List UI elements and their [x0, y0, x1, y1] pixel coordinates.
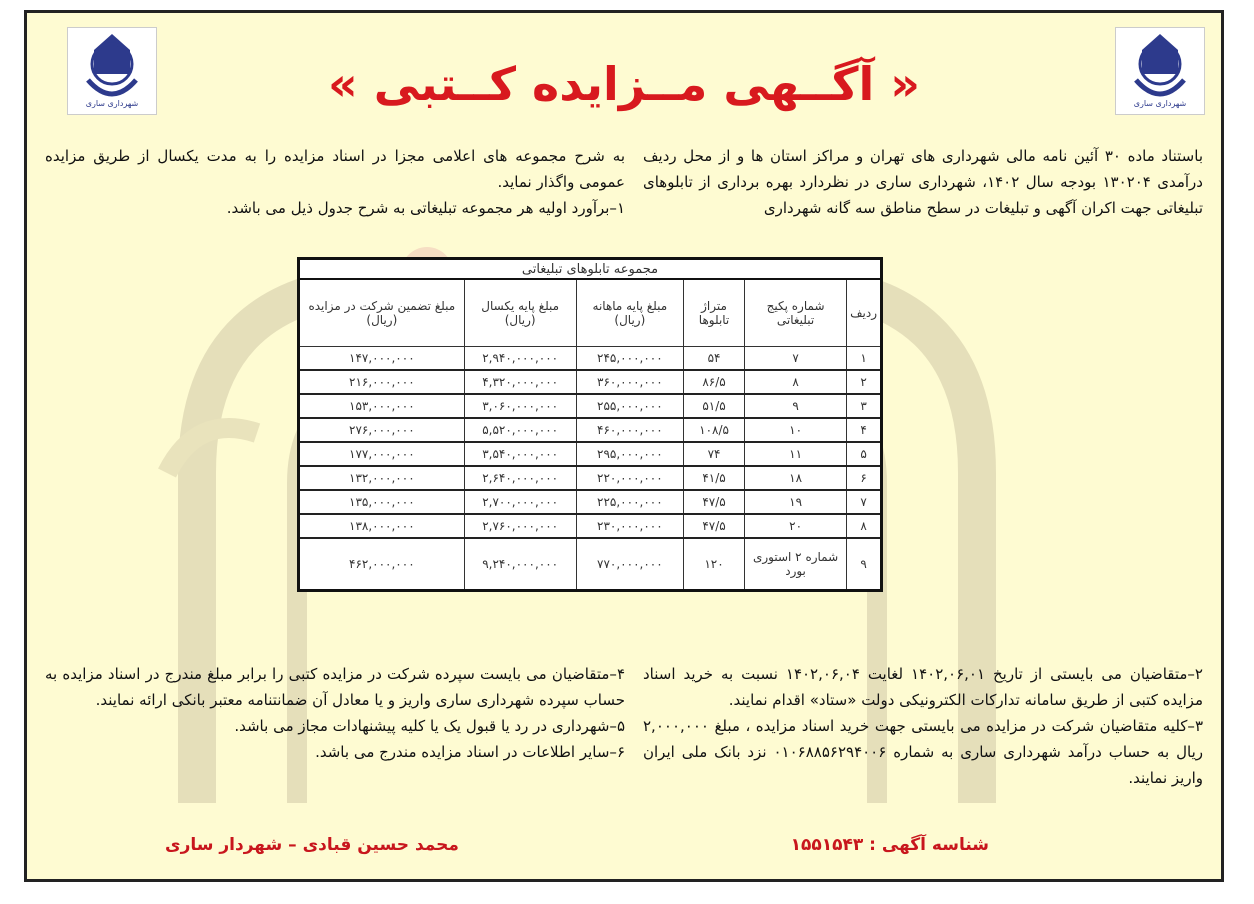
table-cell: ۱۸ [745, 466, 847, 490]
table-cell: ۲۳۰,۰۰۰,۰۰۰ [576, 514, 683, 538]
table-cell: ۱ [847, 347, 882, 371]
table-cell: ۲۱۶,۰۰۰,۰۰۰ [299, 370, 465, 394]
table-cell: ۷۴ [684, 442, 745, 466]
table-cell: ۱۰۸/۵ [684, 418, 745, 442]
ad-id: شناسه آگهی : ۱۵۵۱۵۴۳ [790, 835, 989, 855]
table-cell: ۳ [847, 394, 882, 418]
table-row [299, 514, 882, 538]
table-cell: ۴ [847, 418, 882, 442]
item-4: ۴–متقاضیان می بایست سپرده شرکت در مزایده کتبی را برابر مبلغ مندرج در اسناد مزایده به حساب سپرده شهرداری ساری واریز و یا معادل آن ضمانتنامه معتبر بانکی ارائه نمایند. [45, 665, 625, 709]
table-cell: ۸ [745, 370, 847, 394]
signature: محمد حسین قبادی – شهردار ساری [165, 835, 459, 855]
table-cell: ۱۵۳,۰۰۰,۰۰۰ [299, 394, 465, 418]
table-cell: ۳,۵۴۰,۰۰۰,۰۰۰ [464, 442, 576, 466]
table-row [299, 490, 882, 514]
table-cell: ۱۷۷,۰۰۰,۰۰۰ [299, 442, 465, 466]
svg-text:شهرداری ساری: شهرداری ساری [85, 99, 139, 108]
column-header: مبلغ تضمین شرکت در مزایده (ریال) [299, 279, 465, 347]
table-row [299, 418, 882, 442]
table-row [299, 370, 882, 394]
table-cell: ۴۶۰,۰۰۰,۰۰۰ [576, 418, 683, 442]
table-cell: ۲۴۵,۰۰۰,۰۰۰ [576, 347, 683, 371]
intro-continuation: به شرح مجموعه های اعلامی مجزا در اسناد مزایده را به مدت یکسال از طریق مزایده عمومی واگذار نماید. [45, 147, 625, 191]
table-cell: ۲۲۰,۰۰۰,۰۰۰ [576, 466, 683, 490]
svg-text:شهرداری ساری: شهرداری ساری [1133, 99, 1187, 108]
table-caption: مجموعه تابلوهای تبلیغاتی [299, 259, 882, 280]
table-cell: ۲۰ [745, 514, 847, 538]
table-cell: ۴۱/۵ [684, 466, 745, 490]
table-cell: ۶ [847, 466, 882, 490]
table-cell: ۵,۵۲۰,۰۰۰,۰۰۰ [464, 418, 576, 442]
table-cell: ۲,۹۴۰,۰۰۰,۰۰۰ [464, 347, 576, 371]
table-cell: ۷ [847, 490, 882, 514]
table-cell: ۴۷/۵ [684, 490, 745, 514]
table-cell: ۹ [847, 538, 882, 591]
table-cell: ۹,۲۴۰,۰۰۰,۰۰۰ [464, 538, 576, 591]
intro-left-column [45, 143, 625, 221]
table-cell: شماره ۲ استوری بورد [745, 538, 847, 591]
table-row [299, 466, 882, 490]
table-cell: ۲۹۵,۰۰۰,۰۰۰ [576, 442, 683, 466]
table-row [299, 442, 882, 466]
table-cell: ۲۷۶,۰۰۰,۰۰۰ [299, 418, 465, 442]
table-cell: ۱۳۸,۰۰۰,۰۰۰ [299, 514, 465, 538]
terms-right-column [643, 661, 1203, 791]
intro-paragraph: باستناد ماده ۳۰ آئین نامه مالی شهرداری های تهران و مراکز استان ها و از محل ردیف درآمدی ۱۳۰۲۰۴ بودجه سال ۱۴۰۲، شهرداری ساری در نظردارد بهره برداری از تابلوهای تبلیغاتی جهت اکران آگهی و تبلیغات در سطح مناطق سه گانه شهرداری [643, 147, 1203, 217]
table-cell: ۵۱/۵ [684, 394, 745, 418]
auction-notice [24, 10, 1224, 882]
item-5: ۵–شهرداری در رد یا قبول یک یا کلیه پیشنهادات مجاز می باشد. [234, 717, 625, 735]
item-2: ۲–متقاضیان می بایستی از تاریخ ۱۴۰۲,۰۶,۰۱ لغایت ۱۴۰۲,۰۶,۰۴ نسبت به خرید اسناد مزایده کتبی از طریق سامانه تدارکات الکترونیکی دولت «ستاد» اقدام نمایند. [643, 665, 1203, 709]
column-header: شماره پکیج تبلیغاتی [745, 279, 847, 347]
table-cell: ۷۷۰,۰۰۰,۰۰۰ [576, 538, 683, 591]
table-row [299, 394, 882, 418]
table-cell: ۱۲۰ [684, 538, 745, 591]
packages-table [297, 257, 883, 592]
table-cell: ۹ [745, 394, 847, 418]
column-header: مبلغ پایه ماهانه (ریال) [576, 279, 683, 347]
table-cell: ۲۵۵,۰۰۰,۰۰۰ [576, 394, 683, 418]
item-1: ۱–برآورد اولیه هر مجموعه تبلیغاتی به شرح جدول ذیل می باشد. [226, 199, 625, 217]
table-cell: ۱۰ [745, 418, 847, 442]
table-cell: ۷ [745, 347, 847, 371]
table-cell: ۴۷/۵ [684, 514, 745, 538]
terms-left-column [45, 661, 625, 765]
table-row [299, 347, 882, 371]
table-cell: ۱۳۲,۰۰۰,۰۰۰ [299, 466, 465, 490]
table-cell: ۸۶/۵ [684, 370, 745, 394]
column-header: متراژ تابلوها [684, 279, 745, 347]
item-3: ۳–کلیه متقاضیان شرکت در مزایده می بایستی جهت خرید اسناد مزایده ، مبلغ ۲,۰۰۰,۰۰۰ ریال به حساب درآمد شهرداری ساری به شماره ۰۱۰۶۸۸۵۶۲۹۴۰۰۶ نزد بانک ملی ایران واریز نمایند. [643, 717, 1204, 787]
table-cell: ۴۶۲,۰۰۰,۰۰۰ [299, 538, 465, 591]
table-cell: ۲,۷۶۰,۰۰۰,۰۰۰ [464, 514, 576, 538]
table-cell: ۴,۳۲۰,۰۰۰,۰۰۰ [464, 370, 576, 394]
table-cell: ۵ [847, 442, 882, 466]
table-cell: ۲۲۵,۰۰۰,۰۰۰ [576, 490, 683, 514]
table-cell: ۱۳۵,۰۰۰,۰۰۰ [299, 490, 465, 514]
table-body [299, 347, 882, 591]
table-row [299, 538, 882, 591]
column-header: مبلغ پایه یکسال (ریال) [464, 279, 576, 347]
table-cell: ۲ [847, 370, 882, 394]
table-cell: ۸ [847, 514, 882, 538]
table-cell: ۱۴۷,۰۰۰,۰۰۰ [299, 347, 465, 371]
table-cell: ۳۶۰,۰۰۰,۰۰۰ [576, 370, 683, 394]
table-cell: ۲,۶۴۰,۰۰۰,۰۰۰ [464, 466, 576, 490]
item-6: ۶–سایر اطلاعات در اسناد مزایده مندرج می باشد. [315, 743, 625, 761]
table-header-row [299, 279, 882, 347]
table-cell: ۱۱ [745, 442, 847, 466]
table-cell: ۵۴ [684, 347, 745, 371]
notice-title: « آگــهی مــزایده کــتبی » [328, 57, 920, 111]
table-cell: ۲,۷۰۰,۰۰۰,۰۰۰ [464, 490, 576, 514]
intro-right-column [643, 143, 1203, 221]
table-cell: ۳,۰۶۰,۰۰۰,۰۰۰ [464, 394, 576, 418]
table-cell: ۱۹ [745, 490, 847, 514]
column-header: ردیف [847, 279, 882, 347]
